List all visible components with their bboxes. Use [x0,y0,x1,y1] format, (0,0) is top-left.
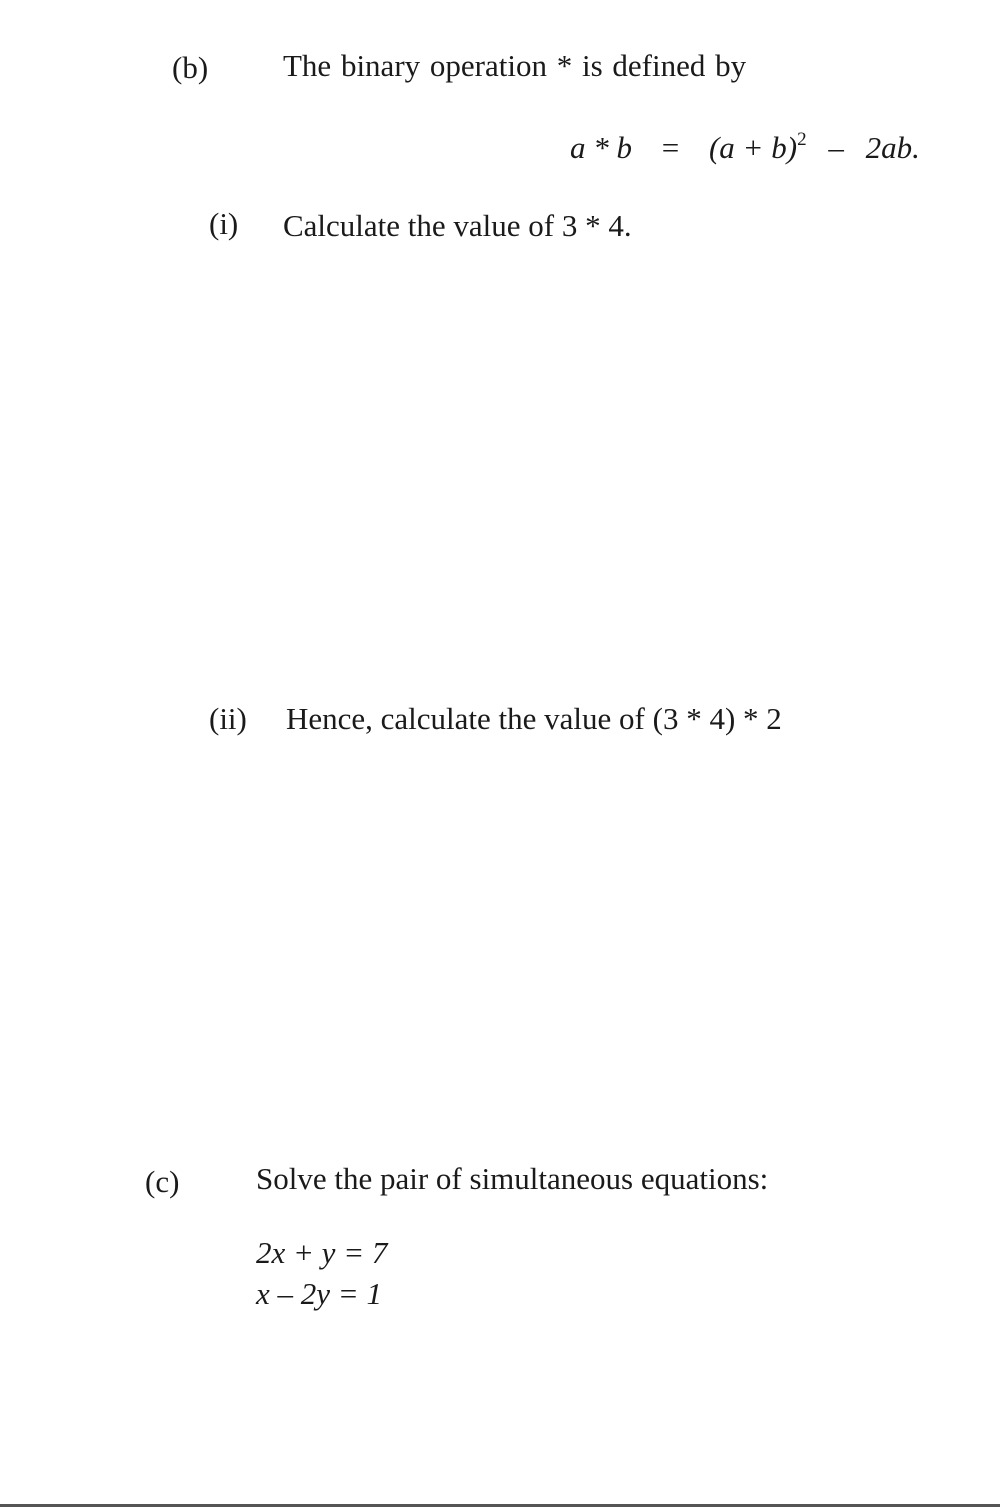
part-b-label: (b) [172,50,209,85]
definition-equals: = [661,130,680,165]
sub-ii-label: (ii) [209,701,247,736]
equation-2: x – 2y = 1 [256,1276,382,1311]
definition-lhs: a * b [570,130,632,165]
definition-rhs-base: (a + b) [708,130,798,165]
equation-1: 2x + y = 7 [256,1235,388,1270]
definition-tail: 2ab. [865,130,920,165]
definition-rhs-exponent: 2 [797,129,807,150]
sub-ii-text: Hence, calculate the value of (3 * 4) * 2 [286,701,782,736]
part-b-intro: The binary operation * is defined by [283,48,747,83]
part-c-label: (c) [145,1164,180,1199]
sub-i-text: Calculate the value of 3 * 4. [283,208,632,243]
part-c-text: Solve the pair of simultaneous equations: [256,1161,769,1196]
operation-definition [570,130,920,163]
sub-i-label: (i) [209,206,239,241]
definition-minus: – [828,130,844,165]
